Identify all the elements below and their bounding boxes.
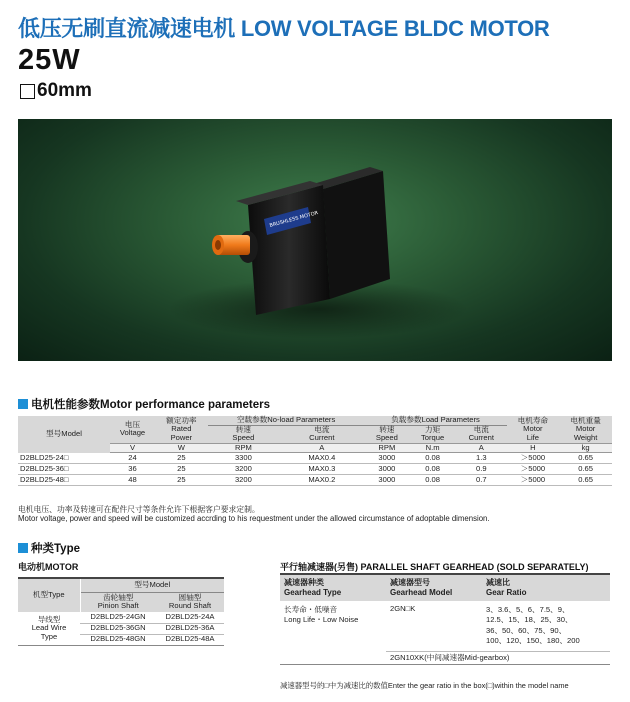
header-noload-current — [279, 425, 364, 443]
header-round — [156, 592, 224, 612]
table-cell: 24 — [110, 453, 155, 464]
leadwire-cn: 导线型 — [37, 614, 61, 624]
square-icon — [20, 84, 35, 99]
motor-photo — [18, 119, 612, 361]
table-cell: 36 — [110, 464, 155, 475]
header-current-cn: 电流 — [314, 424, 330, 434]
section-marker-icon — [18, 399, 28, 409]
header-round-en: Round Shaft — [168, 601, 212, 611]
table-cell: 25 — [155, 453, 208, 464]
header-gear-model-cn: 减速器型号 — [390, 578, 430, 587]
table-cell: MAX0.2 — [279, 475, 364, 486]
header-rated — [155, 416, 208, 443]
table-cell: 0.65 — [559, 453, 612, 464]
nameplate-label: BRUSHLESS MOTOR — [268, 210, 319, 229]
header-noload-speed — [208, 425, 279, 443]
table-row — [18, 612, 224, 623]
gear-model-cell: 2GN□K — [390, 604, 416, 613]
unit-cell: N.m — [409, 443, 456, 453]
table-cell: 0.08 — [409, 464, 456, 475]
table-cell: MAX0.4 — [279, 453, 364, 464]
header-pinion-en: Pinion Shaft — [97, 601, 139, 611]
table-cell: 3200 — [208, 464, 279, 475]
page-title: 低压无刷直流减速电机 LOW VOLTAGE BLDC MOTOR — [18, 16, 550, 41]
header-model: 型号Model — [46, 429, 82, 438]
gear-type-cell — [280, 601, 386, 665]
perf-note-cn: 电机电压、功率及转速可在配件尺寸等条件允许下根据客户要求定制。 — [18, 505, 260, 514]
header-load-current — [456, 425, 507, 443]
table-cell: 48 — [110, 475, 155, 486]
table-cell: D2BLD25-48A — [156, 634, 224, 645]
type-heading-text: 种类Type — [31, 543, 80, 555]
frame-size-value: 60mm — [37, 80, 92, 101]
table-cell: D2BLD25-48□ — [18, 475, 110, 486]
unit-cell: kg — [559, 443, 612, 453]
table-cell: ＞5000 — [507, 464, 560, 475]
unit-cell: RPM — [208, 443, 279, 453]
header-gear-type-en: Gearhead Type — [284, 588, 342, 597]
gear-ratio-line: 100、120、150、180、200 — [486, 635, 580, 645]
table-cell: 0.65 — [559, 464, 612, 475]
table-cell: D2BLD25-48GN — [80, 634, 156, 645]
table-cell: ＞5000 — [507, 453, 560, 464]
gear-ratio-cell — [482, 601, 610, 651]
header-voltage-cn: 电压 — [124, 419, 141, 429]
header-gear-type — [280, 574, 386, 601]
header-speed-cn: 转速 — [379, 424, 395, 434]
table-cell: 0.08 — [409, 475, 456, 486]
header-gear-type-cn: 减速器种类 — [284, 578, 324, 587]
type-heading — [18, 540, 80, 556]
gear-type-en: Long Life・Low Noise — [284, 615, 359, 625]
header-gear-ratio-cn: 减速比 — [486, 578, 510, 587]
header-load-speed — [365, 425, 410, 443]
gear-type-cn: 长寿命・低噪音 — [284, 605, 338, 614]
header-weight-en: Motor — [575, 424, 596, 433]
header-pinion-cn: 齿轮轴型 — [103, 592, 134, 602]
table-cell: 3300 — [208, 453, 279, 464]
header-model: 型号Model — [80, 578, 224, 592]
table-cell: 3000 — [365, 453, 410, 464]
header-current-cn: 电流 — [473, 424, 489, 434]
header-load: 负载参数Load Parameters — [365, 416, 507, 425]
gearhead-table — [280, 573, 610, 665]
leadwire-cell — [18, 612, 80, 645]
header-noload: 空载参数No-load Parameters — [208, 416, 365, 425]
header-life-en2: Life — [526, 432, 540, 442]
header-weight — [559, 416, 612, 443]
power-rating: 25W — [18, 44, 81, 76]
gear-ratio-line: 3、3.6、5、6、7.5、9、 — [486, 605, 570, 614]
header-gear-ratio — [482, 574, 610, 601]
unit-cell: RPM — [365, 443, 410, 453]
gear-mid-cell: 2GN10XK(中间减速器Mid-gearbox) — [386, 651, 610, 665]
header-torque-cn: 力矩 — [425, 424, 441, 434]
perf-note-en: Motor voltage, power and speed will be customized accrding to his requestment under the allowed circumstance of adoptable dimension. — [18, 514, 490, 523]
header-life — [507, 416, 560, 443]
unit-cell: A — [279, 443, 364, 453]
header-voltage-en: Voltage — [119, 428, 146, 438]
header-current-en: Current — [468, 433, 494, 442]
motor-illustration — [18, 119, 612, 361]
table-cell: 3200 — [208, 475, 279, 486]
header-speed-en: Speed — [375, 433, 398, 442]
leadwire-en2: Type — [40, 631, 58, 641]
table-row — [18, 453, 612, 464]
header-voltage — [110, 416, 155, 443]
perf-heading — [18, 396, 270, 412]
header-current-en: Current — [309, 433, 335, 442]
header-torque-en: Torque — [421, 433, 445, 442]
gear-ratio-line: 36、50、60、75、90、 — [486, 625, 567, 635]
performance-table — [18, 416, 612, 486]
table-cell: 3000 — [365, 464, 410, 475]
motor-type-table — [18, 577, 224, 646]
table-cell: 0.65 — [559, 475, 612, 486]
table-cell: D2BLD25-24GN — [80, 612, 156, 623]
unit-cell: V — [110, 443, 155, 453]
table-cell: 3000 — [365, 475, 410, 486]
gear-footnote: 减速器型号的□中为减速比的数值Enter the gear ratio in the box(□)within the model name — [280, 681, 569, 690]
unit-cell: H — [507, 443, 560, 453]
header-type: 机型Type — [18, 578, 80, 612]
header-rated-cn: 额定功率 — [166, 415, 197, 425]
header-gear-model-en: Gearhead Model — [390, 588, 453, 597]
header-pinion — [80, 592, 156, 612]
gearhead-title: 平行轴减速器(另售) PARALLEL SHAFT GEARHEAD (SOLD SEPARATELY) — [280, 562, 589, 572]
header-gear-ratio-en: Gear Ratio — [486, 588, 527, 597]
header-speed-cn: 转速 — [235, 424, 251, 434]
section-marker-icon — [18, 543, 28, 553]
header-life-en: Motor — [523, 424, 543, 433]
table-cell: 1.3 — [456, 453, 507, 464]
leadwire-en: Lead Wire — [31, 623, 67, 632]
table-row — [18, 464, 612, 475]
table-cell: D2BLD25-24A — [156, 612, 224, 623]
table-cell: D2BLD25-24□ — [18, 453, 110, 464]
header-rated-en: Rated — [171, 424, 192, 433]
table-cell: 0.9 — [456, 464, 507, 475]
table-cell: 0.08 — [409, 453, 456, 464]
header-speed-en: Speed — [232, 433, 255, 442]
table-cell: 0.7 — [456, 475, 507, 486]
motor-subtitle: 电动机MOTOR — [18, 562, 79, 572]
table-cell: 25 — [155, 464, 208, 475]
header-life-cn: 电机寿命 — [517, 415, 549, 425]
table-row — [280, 601, 610, 651]
unit-cell: W — [155, 443, 208, 453]
table-row — [18, 475, 612, 486]
table-cell: D2BLD25-36GN — [80, 623, 156, 634]
table-cell: ＞5000 — [507, 475, 560, 486]
table-cell: 25 — [155, 475, 208, 486]
header-rated-en2: Power — [170, 432, 193, 442]
header-gear-model — [386, 574, 482, 601]
perf-heading-text: 电机性能参数Motor performance parameters — [31, 399, 270, 411]
header-round-cn: 圆轴型 — [178, 592, 202, 602]
table-cell: D2BLD25-36□ — [18, 464, 110, 475]
gear-ratio-line: 12.5、15、18、25、30、 — [486, 615, 573, 625]
header-load-torque — [409, 425, 456, 443]
table-cell: MAX0.3 — [279, 464, 364, 475]
table-cell: D2BLD25-36A — [156, 623, 224, 634]
frame-size — [20, 80, 92, 102]
header-weight-en2: Weight — [573, 432, 598, 442]
unit-cell: A — [456, 443, 507, 453]
header-weight-cn: 电机重量 — [570, 415, 601, 425]
